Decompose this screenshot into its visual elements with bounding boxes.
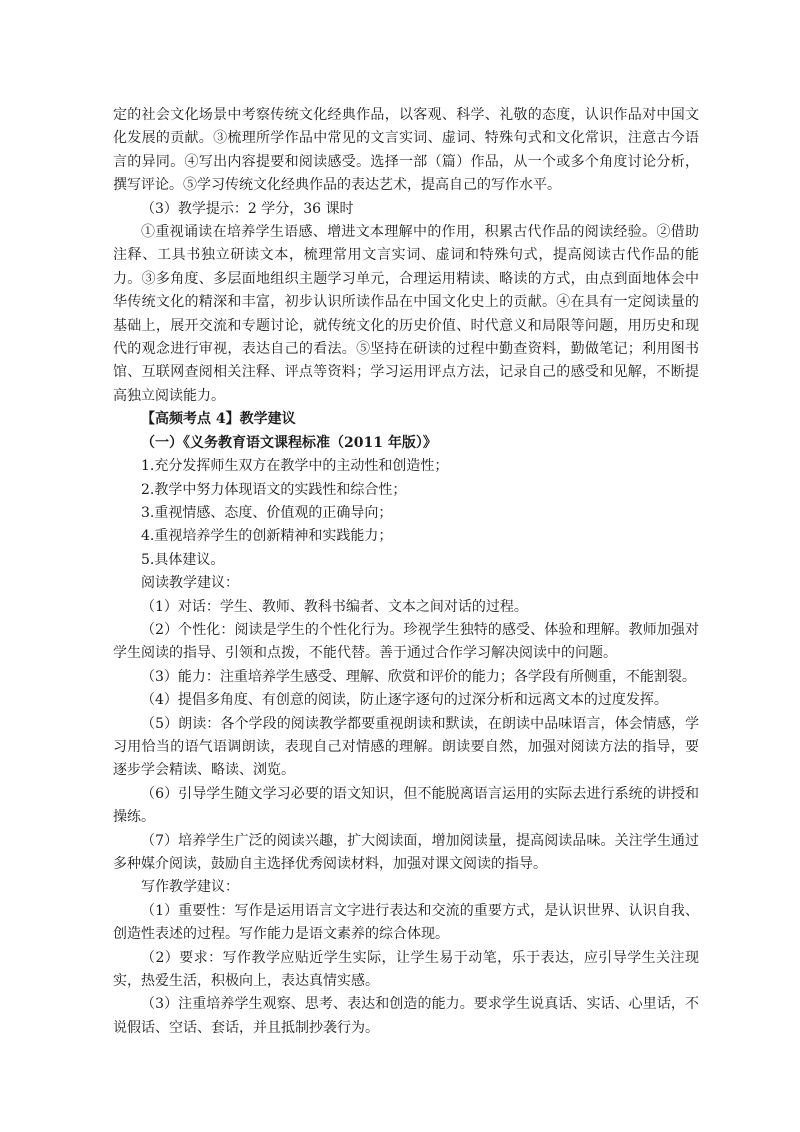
- list-item: 2.教学中努力体现语文的实践性和综合性；: [141, 481, 407, 498]
- list-item: 1.充分发挥师生双方在教学中的主动性和创造性；: [141, 458, 449, 475]
- subsection-heading: （一）《义务教育语文课程标准（2011 年版）》: [141, 434, 437, 451]
- list-item: 5.具体建议。: [141, 551, 225, 568]
- section-heading: 【高频考点 4】教学建议: [141, 411, 296, 428]
- reading-advice-item: （3）能力：注重培养学生感受、理解、欣赏和评价的能力；各学段有所侧重，不能割裂。: [141, 668, 696, 685]
- reading-advice-item: （6）引导学生随文学习必要的语文知识，但不能脱离语言运用的实际去进行系统的讲授和操练。: [113, 785, 699, 826]
- reading-advice-item: （1）对话：学生、教师、教科书编者、文本之间对话的过程。: [141, 598, 528, 615]
- writing-advice-item: （1）重要性：写作是运用语言文字进行表达和交流的重要方式，是认识世界、认识自我、创造性表述的过程。写作能力是语文素养的综合体现。: [113, 902, 699, 943]
- writing-advice-label: 写作教学建议：: [141, 879, 239, 896]
- list-item: 4.重视培养学生的创新精神和实践能力；: [141, 528, 393, 545]
- reading-advice-item: （7）培养学生广泛的阅读兴趣，扩大阅读面，增加阅读量，提高阅读品味。关注学生通过多种媒介阅读，鼓励自主选择优秀阅读材料，加强对课文阅读的指导。: [113, 832, 699, 872]
- writing-advice-item: （2）要求：写作教学应贴近学生实际，让学生易于动笔，乐于表达，应引导学生关注现实，热爱生活，积极向上，表达真情实感。: [113, 949, 699, 990]
- reading-advice-item: （4）提倡多角度、有创意的阅读，防止逐字逐句的过深分析和远离文本的过度发挥。: [141, 692, 668, 709]
- reading-advice-label: 阅读教学建议：: [141, 575, 239, 592]
- document-body: [113, 104, 699, 1040]
- writing-advice-item: （3）注重培养学生观察、思考、表达和创造的能力。要求学生说真话、实话、心里话，不说假话、空话、套话，并且抵制抄袭行为。: [113, 996, 699, 1036]
- list-item: 3.重视情感、态度、价值观的正确导向；: [141, 504, 393, 521]
- paragraph-continued: 定的社会文化场景中考察传统文化经典作品，以客观、科学、礼敬的态度，认识作品对中国文化发展的贡献。③梳理所学作品中常见的文言实词、虚词、特殊句式和文化常识，注意古今语言的异同。④写出内容提要和阅读感受。选择一部（篇）作品，从一个或多个角度讨论分析，撰写评论。⑤学习传统文化经典作品的表达艺术，提高自己的写作水平。: [113, 107, 699, 194]
- reading-advice-item: （5）朗读：各个学段的阅读教学都要重视朗读和默读，在朗读中品味语言，体会情感，学习用恰当的语气语调朗读，表现自己对情感的理解。朗读要自然，加强对阅读方法的指导，要逐步学会精读、略读、浏览。: [113, 715, 699, 779]
- paragraph-teaching-hint: （3）教学提示：2 学分，36 课时: [141, 200, 354, 217]
- reading-advice-item: （2）个性化：阅读是学生的个性化行为。珍视学生独特的感受、体验和理解。教师加强对学生阅读的指导、引领和点拨，不能代替。善于通过合作学习解决阅读中的问题。: [113, 621, 699, 662]
- paragraph-teaching-hint-details: ①重视诵读在培养学生语感、增进文本理解中的作用，积累古代作品的阅读经验。②借助注释、工具书独立研读文本，梳理常用文言实词、虚词和特殊句式，提高阅读古代作品的能力。③多角度、多层面地组织主题学习单元，合理运用精读、略读的方式，由点到面地体会中华传统文化的精深和丰富，初步认识所读作品在中国文化史上的贡献。④在具有一定阅读量的基础上，展开交流和专题讨论，就传统文化的历史价值、时代意义和局限等问题，用历史和现代的观念进行审视，表达自己的看法。⑤坚持在研读的过程中勤查资料，勤做笔记；利用图书馆、互联网查阅相关注释、评点等资料；学习运用评点方法，记录自己的感受和见解，不断提高独立阅读能力。: [113, 224, 699, 404]
